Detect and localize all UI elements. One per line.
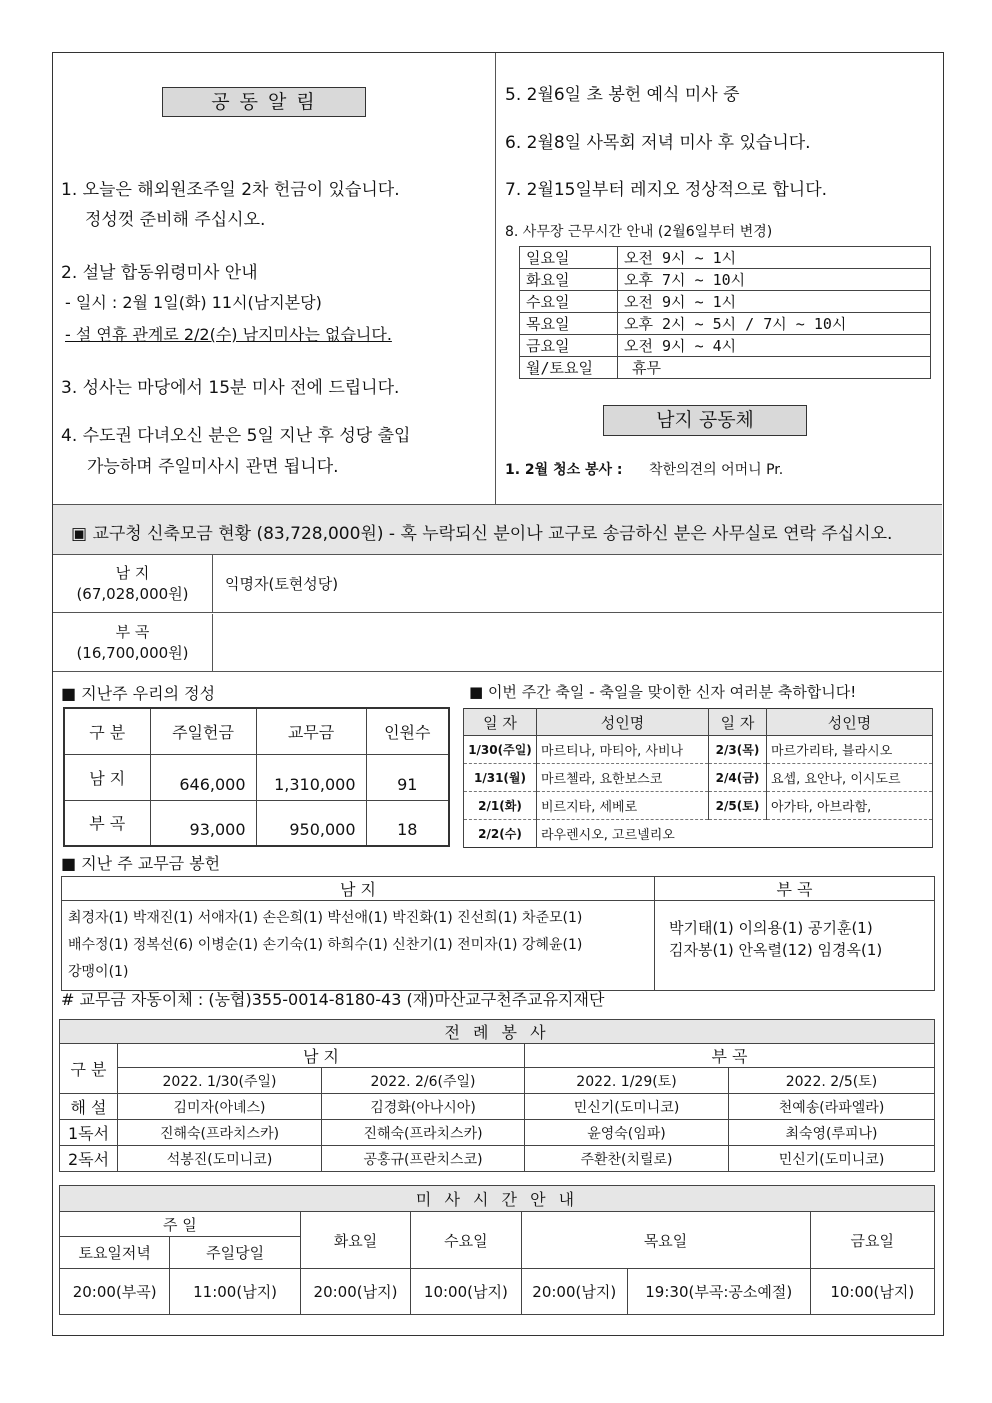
table-header: 일 자 성인명 일 자 성인명 (464, 709, 933, 736)
notice-item: 가능하며 주일미사시 관면 됩니다. (87, 457, 339, 477)
dues-title: ■ 지난 주 교무금 봉헌 (61, 854, 221, 873)
table-header: 구 분 남 지 부 곡 (60, 1044, 935, 1068)
notice-item: 2. 설날 합동위령미사 안내 (61, 263, 258, 283)
table-row: 금요일 오전 9시 ~ 4시 (520, 335, 931, 357)
table-row: 2독서 석봉진(도미니코) 공홍규(프란치스코) 주환찬(치릴로) 민신기(도미니코) (60, 1146, 935, 1172)
notice-item: 7. 2월15일부터 레지오 정상적으로 합니다. (505, 180, 828, 200)
notice-section (53, 53, 942, 504)
table-header: 토요일저녁 주일당일 (60, 1237, 935, 1269)
feast-table (463, 708, 933, 848)
table-row: 2/2(수) 라우렌시오, 고르넬리오 (464, 820, 933, 848)
table-row: 일요일 오전 9시 ~ 1시 (520, 247, 931, 269)
table-row: 수요일 오전 9시 ~ 1시 (520, 291, 931, 313)
table-row (62, 901, 935, 991)
notice-item: 4. 수도권 다녀오신 분은 5일 지난 후 성당 출입 (61, 426, 411, 446)
notice-item: - 설 연휴 관계로 2/2(수) 남지미사는 없습니다. (65, 325, 392, 344)
notice-item: - 일시 : 2월 1일(화) 11시(남지본당) (65, 293, 322, 312)
namji-community-title: 남지 공동체 (603, 405, 807, 436)
column-divider (495, 53, 496, 504)
office-hours-table (519, 246, 931, 379)
table-row: 1/31(월) 마르첼라, 요한보스코 2/4(금) 요셉, 요안나, 이시도르 (464, 764, 933, 792)
fund-row-bugok (53, 614, 942, 672)
cleaning-value: 착한의견의 어머니 Pr. (649, 462, 784, 478)
fund-label: 남 지 (67,028,000원) (53, 555, 213, 613)
offering-table (63, 707, 450, 847)
table-row: 월/토요일 휴무 (520, 357, 931, 379)
table-header: 주 일 화요일 수요일 목요일 금요일 (60, 1212, 935, 1237)
feast-title: ■ 이번 주간 축일 - 축일을 맞이한 신자 여러분 축하합니다! (469, 683, 857, 701)
table-title-row: 전 례 봉 사 (60, 1020, 935, 1044)
table-row: 1독서 진해숙(프라치스카) 진해숙(프라치스카) 윤영숙(임파) 최숙영(루피나) (60, 1120, 935, 1146)
table-header: 남 지 부 곡 (62, 877, 935, 901)
fund-row-namji (53, 555, 942, 613)
table-header: 2022. 1/30(주일) 2022. 2/6(주일) 2022. 1/29(토) 2022. 2/5(토) (60, 1068, 935, 1094)
notice-item: 5. 2월6일 초 봉헌 예식 미사 중 (505, 85, 740, 105)
dues-namji: 최경자(1) 박재진(1) 서애자(1) 손은희(1) 박선애(1) 박진화(1) 진선희(1) 차준모(1) 배수정(1) 정복선(6) 이병순(1) 손기숙(1) 하희수(1) 신찬기(1) 전미자(1) 강혜윤(1) 강맹이(1) (62, 901, 655, 991)
table-header: 구 분 주일헌금 교무금 인원수 (64, 708, 449, 754)
notice-item: 6. 2월8일 사목회 저녁 미사 후 있습니다. (505, 133, 811, 153)
table-row: 부 곡 93,000 950,000 18 (64, 800, 449, 846)
table-row: 2/1(화) 비르지타, 세베로 2/5(토) 아가타, 아브라함, (464, 792, 933, 820)
office-hours-title: 8. 사무장 근무시간 안내 (2월6일부터 변경) (505, 224, 773, 240)
table-row: 화요일 오후 7시 ~ 10시 (520, 269, 931, 291)
liturgy-table (59, 1019, 935, 1172)
notice-item: 3. 성사는 마당에서 15분 미사 전에 드립니다. (61, 378, 400, 398)
table-row: 20:00(부곡) 11:00(남지) 20:00(남지) 10:00(남지) 20:00(남지) 19:30(부곡:공소예절) 10:00(남지) (60, 1269, 935, 1315)
auto-transfer: # 교무금 자동이체 : (농협)355-0014-8180-43 (재)마산교구천주교유지재단 (61, 990, 605, 1009)
offering-title: ■ 지난주 우리의 정성 (61, 684, 216, 703)
fund-donors: 익명자(토현성당) (225, 575, 339, 593)
dues-bugok: 박기태(1) 이의용(1) 공기훈(1) 김자봉(1) 안옥렬(12) 임경옥(1) (655, 901, 935, 991)
table-row: 남 지 646,000 1,310,000 91 (64, 754, 449, 800)
table-row: 1/30(주일) 마르티나, 마티아, 사비나 2/3(목) 마르가리타, 블라시오 (464, 736, 933, 764)
table-title-row: 미 사 시 간 안 내 (60, 1186, 935, 1212)
table-row: 목요일 오후 2시 ~ 5시 / 7시 ~ 10시 (520, 313, 931, 335)
dues-table (61, 876, 935, 991)
cleaning-label: 1. 2월 청소 봉사 : (505, 462, 623, 478)
notice-item: 정성껏 준비해 주십시오. (85, 210, 266, 230)
fund-title: ▣ 교구청 신축모금 현황 (83,728,000원) - 혹 누락되신 분이나 교구로 송금하신 분은 사무실로 연락 주십시오. (53, 504, 942, 555)
bulletin-page (52, 52, 944, 1336)
mass-schedule-table (59, 1185, 935, 1315)
fund-label: 부 곡 (16,700,000원) (53, 614, 213, 672)
notice-item: 1. 오늘은 해외원조주일 2차 헌금이 있습니다. (61, 180, 400, 200)
table-row: 해 설 김미자(아녜스) 김경화(아나시아) 민신기(도미니코) 천예송(라파엘라) (60, 1094, 935, 1120)
notice-title: 공 동 알 림 (162, 87, 366, 117)
